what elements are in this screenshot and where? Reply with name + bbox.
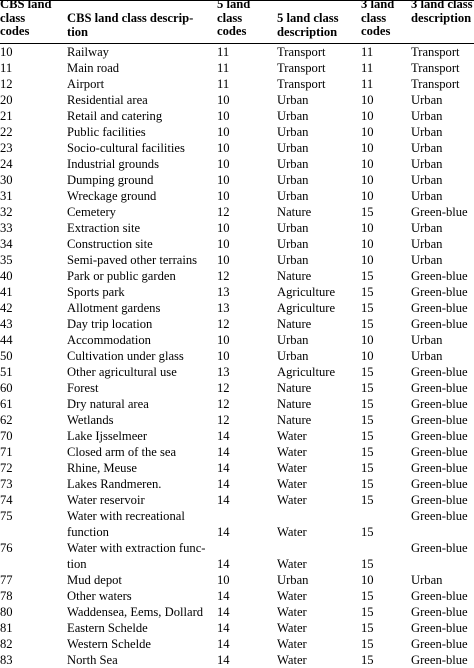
five-class-code: 12 bbox=[217, 269, 230, 283]
table-row bbox=[0, 300, 474, 316]
five-class-code: 12 bbox=[217, 413, 230, 427]
three-class-code: 10 bbox=[361, 333, 374, 347]
three-class-description: Green-blue bbox=[411, 317, 468, 331]
five-class-description: Water bbox=[277, 493, 307, 507]
cbs-code: 51 bbox=[0, 365, 13, 379]
cbs-code: 32 bbox=[0, 205, 13, 219]
three-class-code: 15 bbox=[361, 365, 374, 379]
cbs-description: Socio-cultural facilities bbox=[67, 141, 185, 155]
five-class-description: Water bbox=[277, 461, 307, 475]
three-class-description: Green-blue bbox=[411, 413, 468, 427]
cbs-code: 71 bbox=[0, 445, 13, 459]
five-class-description: Water bbox=[277, 445, 307, 459]
table-row bbox=[0, 140, 474, 156]
cbs-description: Park or public garden bbox=[67, 269, 176, 283]
five-class-description: Nature bbox=[277, 205, 312, 219]
cbs-description: Waddensea, Eems, Dollard bbox=[67, 605, 204, 619]
five-class-description: Nature bbox=[277, 269, 312, 283]
five-class-description: Urban bbox=[277, 221, 309, 235]
three-class-description: Green-blue bbox=[411, 477, 468, 491]
five-class-description: Urban bbox=[277, 573, 309, 587]
five-class-description: Water bbox=[277, 557, 307, 571]
five-class-code: 10 bbox=[217, 573, 230, 587]
five-class-description: Urban bbox=[277, 189, 309, 203]
cbs-description: Airport bbox=[67, 77, 105, 91]
five-class-code: 10 bbox=[217, 221, 230, 235]
cbs-description: Water with recreational bbox=[67, 509, 185, 523]
three-class-description: Green-blue bbox=[411, 493, 468, 507]
three-class-code: 15 bbox=[361, 269, 374, 283]
three-class-code: 15 bbox=[361, 525, 374, 539]
five-class-description: Nature bbox=[277, 317, 312, 331]
cbs-description: Retail and catering bbox=[67, 109, 163, 123]
five-class-code: 14 bbox=[217, 493, 230, 507]
five-class-description: Urban bbox=[277, 333, 309, 347]
five-class-code: 10 bbox=[217, 333, 230, 347]
cbs-code: 75 bbox=[0, 509, 13, 523]
three-class-code: 15 bbox=[361, 493, 374, 507]
cbs-code: 10 bbox=[0, 45, 13, 59]
table-row bbox=[0, 60, 474, 76]
five-class-description: Nature bbox=[277, 381, 312, 395]
cbs-description: Construction site bbox=[67, 237, 153, 251]
five-class-description: Water bbox=[277, 477, 307, 491]
table-row bbox=[0, 252, 474, 268]
five-class-code: 14 bbox=[217, 653, 230, 667]
five-class-code: 14 bbox=[217, 429, 230, 443]
table-row bbox=[0, 76, 474, 92]
five-class-code: 14 bbox=[217, 621, 230, 635]
five-class-description: Water bbox=[277, 589, 307, 603]
table-row bbox=[0, 172, 474, 188]
three-class-description: Urban bbox=[411, 141, 443, 155]
five-class-code: 14 bbox=[217, 461, 230, 475]
five-class-description: Transport bbox=[277, 77, 326, 91]
cbs-code: 33 bbox=[0, 221, 13, 235]
table-row bbox=[0, 188, 474, 204]
five-class-code: 11 bbox=[217, 45, 230, 59]
five-class-code: 14 bbox=[217, 477, 230, 491]
cbs-description: Semi-paved other terrains bbox=[67, 253, 198, 267]
cbs-code: 62 bbox=[0, 413, 13, 427]
three-class-code: 10 bbox=[361, 173, 374, 187]
three-class-code: 10 bbox=[361, 253, 374, 267]
table-row bbox=[0, 428, 474, 444]
five-class-description: Agriculture bbox=[277, 301, 336, 315]
three-class-description: Green-blue bbox=[411, 285, 468, 299]
five-class-code: 13 bbox=[217, 285, 230, 299]
table-row bbox=[0, 284, 474, 300]
five-class-description: Agriculture bbox=[277, 365, 336, 379]
table-row bbox=[0, 156, 474, 172]
cbs-code: 22 bbox=[0, 125, 13, 139]
five-class-description: Urban bbox=[277, 237, 309, 251]
three-class-code: 11 bbox=[361, 61, 374, 75]
three-class-code: 15 bbox=[361, 589, 374, 603]
cbs-code: 70 bbox=[0, 429, 13, 443]
cbs-description: Industrial grounds bbox=[67, 157, 159, 171]
five-class-code: 10 bbox=[217, 349, 230, 363]
cbs-code: 72 bbox=[0, 461, 13, 475]
three-class-code: 10 bbox=[361, 93, 374, 107]
cbs-code: 41 bbox=[0, 285, 13, 299]
table-row bbox=[0, 412, 474, 428]
three-class-code: 15 bbox=[361, 477, 374, 491]
table-row bbox=[0, 44, 474, 60]
cbs-code: 43 bbox=[0, 317, 13, 331]
cbs-description: Eastern Schelde bbox=[67, 621, 148, 635]
three-class-code: 15 bbox=[361, 637, 374, 651]
header-5-codes: 5 land class codes bbox=[217, 0, 251, 39]
five-class-description: Nature bbox=[277, 397, 312, 411]
three-class-description: Urban bbox=[411, 93, 443, 107]
cbs-description: function bbox=[67, 525, 109, 539]
three-class-code: 10 bbox=[361, 573, 374, 587]
cbs-code: 11 bbox=[0, 61, 13, 75]
table-row bbox=[0, 588, 474, 604]
three-class-description: Green-blue bbox=[411, 269, 468, 283]
three-class-code: 15 bbox=[361, 653, 374, 667]
five-class-description: Water bbox=[277, 429, 307, 443]
three-class-description: Urban bbox=[411, 221, 443, 235]
three-class-description: Green-blue bbox=[411, 365, 468, 379]
three-class-description: Green-blue bbox=[411, 205, 468, 219]
cbs-description: Main road bbox=[67, 61, 120, 75]
table-row bbox=[0, 396, 474, 412]
five-class-description: Urban bbox=[277, 349, 309, 363]
table-row bbox=[0, 444, 474, 460]
header-3-description: 3 land class description bbox=[411, 0, 473, 25]
five-class-description: Transport bbox=[277, 61, 326, 75]
table-row bbox=[0, 460, 474, 476]
three-class-description: Transport bbox=[411, 61, 460, 75]
three-class-description: Urban bbox=[411, 573, 443, 587]
table-row bbox=[0, 572, 474, 588]
table-row bbox=[0, 316, 474, 332]
three-class-description: Urban bbox=[411, 173, 443, 187]
three-class-code: 10 bbox=[361, 141, 374, 155]
cbs-description: Day trip location bbox=[67, 317, 153, 331]
cbs-code: 21 bbox=[0, 109, 13, 123]
five-class-description: Water bbox=[277, 653, 307, 667]
three-class-code: 15 bbox=[361, 317, 374, 331]
header-3-codes: 3 land class codes bbox=[361, 0, 395, 39]
table-row bbox=[0, 524, 474, 540]
cbs-code: 35 bbox=[0, 253, 13, 267]
table-row bbox=[0, 508, 474, 524]
five-class-code: 13 bbox=[217, 301, 230, 315]
three-class-code: 15 bbox=[361, 381, 374, 395]
three-class-description: Green-blue bbox=[411, 621, 468, 635]
cbs-code: 77 bbox=[0, 573, 13, 587]
five-class-description: Urban bbox=[277, 173, 309, 187]
three-class-description: Transport bbox=[411, 77, 460, 91]
five-class-code: 12 bbox=[217, 397, 230, 411]
cbs-description: Dumping ground bbox=[67, 173, 154, 187]
table-row bbox=[0, 236, 474, 252]
table-header bbox=[0, 0, 474, 42]
five-class-code: 13 bbox=[217, 365, 230, 379]
five-class-code: 10 bbox=[217, 157, 230, 171]
five-class-description: Water bbox=[277, 525, 307, 539]
cbs-description: Lake Ijsselmeer bbox=[67, 429, 148, 443]
table-row bbox=[0, 636, 474, 652]
three-class-description: Green-blue bbox=[411, 461, 468, 475]
three-class-description: Green-blue bbox=[411, 429, 468, 443]
three-class-description: Urban bbox=[411, 333, 443, 347]
three-class-description: Green-blue bbox=[411, 541, 468, 555]
three-class-description: Green-blue bbox=[411, 589, 468, 603]
header-cbs-description: CBS land class descrip- tion bbox=[67, 11, 194, 39]
table-row bbox=[0, 380, 474, 396]
table-row bbox=[0, 108, 474, 124]
five-class-description: Nature bbox=[277, 413, 312, 427]
three-class-description: Green-blue bbox=[411, 637, 468, 651]
table-row bbox=[0, 492, 474, 508]
table-row bbox=[0, 364, 474, 380]
cbs-description: Sports park bbox=[67, 285, 125, 299]
cbs-description: Lakes Randmeren. bbox=[67, 477, 162, 491]
table-row bbox=[0, 652, 474, 668]
three-class-code: 10 bbox=[361, 349, 374, 363]
five-class-code: 10 bbox=[217, 253, 230, 267]
five-class-code: 11 bbox=[217, 61, 230, 75]
table-row bbox=[0, 268, 474, 284]
cbs-code: 30 bbox=[0, 173, 13, 187]
three-class-description: Urban bbox=[411, 349, 443, 363]
cbs-code: 31 bbox=[0, 189, 13, 203]
cbs-description: Other waters bbox=[67, 589, 132, 603]
three-class-description: Transport bbox=[411, 45, 460, 59]
cbs-code: 80 bbox=[0, 605, 13, 619]
five-class-code: 12 bbox=[217, 317, 230, 331]
cbs-description: Residential area bbox=[67, 93, 148, 107]
three-class-description: Urban bbox=[411, 157, 443, 171]
table-row bbox=[0, 604, 474, 620]
three-class-code: 10 bbox=[361, 189, 374, 203]
three-class-description: Green-blue bbox=[411, 301, 468, 315]
five-class-code: 10 bbox=[217, 93, 230, 107]
cbs-code: 50 bbox=[0, 349, 13, 363]
three-class-description: Urban bbox=[411, 253, 443, 267]
three-class-description: Urban bbox=[411, 109, 443, 123]
three-class-description: Urban bbox=[411, 125, 443, 139]
cbs-description: Railway bbox=[67, 45, 109, 59]
cbs-description: North Sea bbox=[67, 653, 118, 667]
cbs-description: Closed arm of the sea bbox=[67, 445, 177, 459]
cbs-description: Public facilities bbox=[67, 125, 146, 139]
header-5-description: 5 land class description bbox=[277, 11, 339, 39]
five-class-code: 12 bbox=[217, 205, 230, 219]
five-class-description: Urban bbox=[277, 109, 309, 123]
cbs-code: 23 bbox=[0, 141, 13, 155]
cbs-code: 81 bbox=[0, 621, 13, 635]
three-class-code: 15 bbox=[361, 461, 374, 475]
five-class-code: 14 bbox=[217, 589, 230, 603]
three-class-code: 15 bbox=[361, 605, 374, 619]
five-class-code: 10 bbox=[217, 237, 230, 251]
cbs-description: Western Schelde bbox=[67, 637, 151, 651]
three-class-code: 10 bbox=[361, 125, 374, 139]
cbs-description: Cultivation under glass bbox=[67, 349, 184, 363]
cbs-code: 42 bbox=[0, 301, 13, 315]
three-class-code: 15 bbox=[361, 557, 374, 571]
three-class-code: 15 bbox=[361, 205, 374, 219]
three-class-code: 10 bbox=[361, 221, 374, 235]
cbs-code: 82 bbox=[0, 637, 13, 651]
three-class-description: Green-blue bbox=[411, 397, 468, 411]
cbs-code: 83 bbox=[0, 653, 13, 667]
cbs-code: 34 bbox=[0, 237, 13, 251]
table-row bbox=[0, 332, 474, 348]
three-class-code: 11 bbox=[361, 45, 374, 59]
cbs-description: Wreckage ground bbox=[67, 189, 157, 203]
three-class-description: Green-blue bbox=[411, 605, 468, 619]
three-class-description: Green-blue bbox=[411, 445, 468, 459]
table-row bbox=[0, 556, 474, 572]
five-class-code: 12 bbox=[217, 381, 230, 395]
five-class-code: 10 bbox=[217, 109, 230, 123]
table-row bbox=[0, 220, 474, 236]
cbs-code: 40 bbox=[0, 269, 13, 283]
cbs-description: Water reservoir bbox=[67, 493, 145, 507]
three-class-code: 11 bbox=[361, 77, 374, 91]
three-class-description: Green-blue bbox=[411, 509, 468, 523]
three-class-code: 10 bbox=[361, 157, 374, 171]
cbs-description: Rhine, Meuse bbox=[67, 461, 137, 475]
five-class-code: 14 bbox=[217, 557, 230, 571]
five-class-code: 10 bbox=[217, 173, 230, 187]
table-row bbox=[0, 204, 474, 220]
cbs-description: Extraction site bbox=[67, 221, 141, 235]
five-class-code: 14 bbox=[217, 525, 230, 539]
three-class-code: 15 bbox=[361, 621, 374, 635]
three-class-code: 15 bbox=[361, 413, 374, 427]
five-class-code: 11 bbox=[217, 77, 230, 91]
cbs-code: 61 bbox=[0, 397, 13, 411]
three-class-code: 10 bbox=[361, 109, 374, 123]
five-class-description: Urban bbox=[277, 93, 309, 107]
five-class-description: Water bbox=[277, 621, 307, 635]
five-class-code: 10 bbox=[217, 125, 230, 139]
cbs-description: Mud depot bbox=[67, 573, 122, 587]
cbs-description: Water with extraction func- bbox=[67, 541, 206, 555]
table-row bbox=[0, 92, 474, 108]
cbs-code: 24 bbox=[0, 157, 13, 171]
cbs-description: tion bbox=[67, 557, 87, 571]
cbs-code: 74 bbox=[0, 493, 13, 507]
five-class-description: Urban bbox=[277, 141, 309, 155]
five-class-code: 10 bbox=[217, 141, 230, 155]
cbs-code: 12 bbox=[0, 77, 13, 91]
five-class-code: 10 bbox=[217, 189, 230, 203]
three-class-code: 15 bbox=[361, 429, 374, 443]
cbs-description: Wetlands bbox=[67, 413, 114, 427]
five-class-code: 14 bbox=[217, 605, 230, 619]
table-row bbox=[0, 124, 474, 140]
table-row bbox=[0, 620, 474, 636]
cbs-description: Forest bbox=[67, 381, 99, 395]
three-class-description: Urban bbox=[411, 189, 443, 203]
three-class-code: 15 bbox=[361, 445, 374, 459]
five-class-code: 14 bbox=[217, 445, 230, 459]
five-class-description: Water bbox=[277, 637, 307, 651]
five-class-description: Urban bbox=[277, 253, 309, 267]
table-row bbox=[0, 476, 474, 492]
cbs-code: 44 bbox=[0, 333, 13, 347]
five-class-description: Water bbox=[277, 605, 307, 619]
header-cbs-codes: CBS land class codes bbox=[0, 0, 52, 39]
cbs-code: 20 bbox=[0, 93, 13, 107]
three-class-code: 15 bbox=[361, 397, 374, 411]
cbs-description: Allotment gardens bbox=[67, 301, 161, 315]
five-class-description: Urban bbox=[277, 125, 309, 139]
three-class-description: Urban bbox=[411, 237, 443, 251]
cbs-description: Accommodation bbox=[67, 333, 151, 347]
five-class-code: 14 bbox=[217, 637, 230, 651]
cbs-code: 60 bbox=[0, 381, 13, 395]
cbs-code: 76 bbox=[0, 541, 13, 555]
three-class-code: 10 bbox=[361, 237, 374, 251]
cbs-description: Dry natural area bbox=[67, 397, 149, 411]
five-class-description: Agriculture bbox=[277, 285, 336, 299]
five-class-description: Urban bbox=[277, 157, 309, 171]
table-row bbox=[0, 348, 474, 364]
three-class-description: Green-blue bbox=[411, 381, 468, 395]
three-class-description: Green-blue bbox=[411, 653, 468, 667]
cbs-description: Other agricultural use bbox=[67, 365, 177, 379]
cbs-code: 78 bbox=[0, 589, 13, 603]
cbs-description: Cemetery bbox=[67, 205, 116, 219]
table-row bbox=[0, 540, 474, 556]
three-class-code: 15 bbox=[361, 285, 374, 299]
cbs-code: 73 bbox=[0, 477, 13, 491]
five-class-description: Transport bbox=[277, 45, 326, 59]
three-class-code: 15 bbox=[361, 301, 374, 315]
